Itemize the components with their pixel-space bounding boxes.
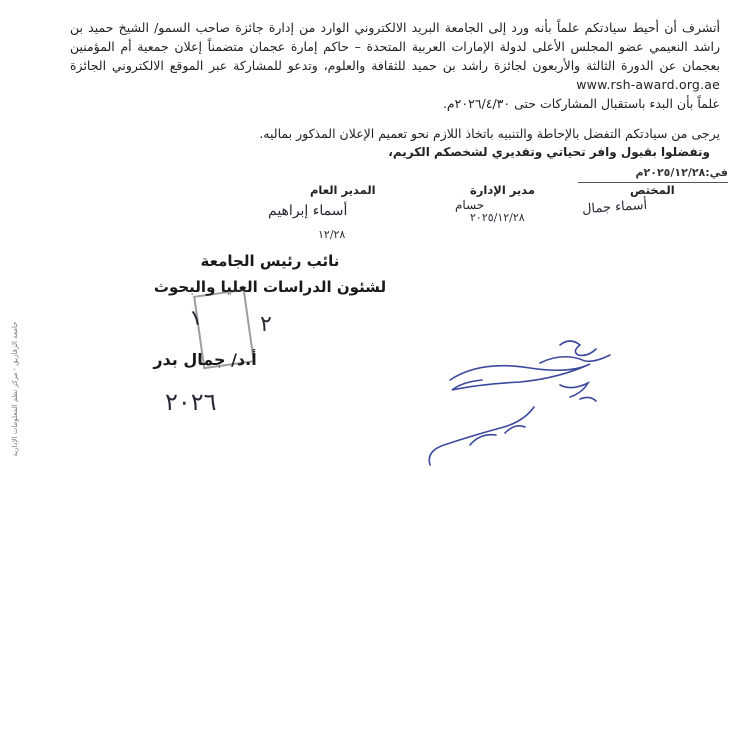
letter-paragraph-2: يرجى من سيادتكم التفضل بالإحاطة والتنبيه باتخاذ اللازم نحو تعميم الإعلان المذكور بماليه. [259,126,720,141]
vice-president-title-line1: نائب رئيس الجامعة [200,252,340,270]
award-website-url: www.rsh-award.org.ae [576,77,720,92]
reviewer-label: المختص [630,183,675,197]
vice-president-name: أ.د/ جمال بدر [153,350,257,369]
department-manager-date: ٢٠٢٥/١٢/٢٨ [470,211,525,224]
letter-date: في:٢٠٢٥/١٢/٢٨م [635,166,728,179]
vice-president-title-line2: لشئون الدراسات العليا والبحوث [153,278,387,296]
letter-closing: وتفضلوا بقبول وافر تحياتي وتقديري لشخصكم الكريم، [388,145,710,159]
handwritten-year: ٢٠٢٦ [165,388,217,416]
handwritten-mark-2: ٢ [260,312,272,337]
reviewer-signature: أسماء جمال [581,197,648,218]
department-manager-signature: حسام [455,198,485,212]
department-manager-label: مدير الإدارة [470,183,535,197]
handwritten-mark-1: ١ [187,305,204,332]
paragraph-1-text: أتشرف أن أحيط سيادتكم علماً بأنه ورد إلى الجامعة البريد الالكتروني الوارد من إدارة جائزة صاحب السمو/ الشيخ حميد بن راشد النعيمي عضو المجلس الأعلى لدولة الإمارات العربية المتحدة – حاكم إمارة عجمان متضمناً إعلان جمعية أم المؤمنين بعجمان عن الدورة الثالثة والأربعون لجائزة راشد بن حميد للثقافة والعلوم، وتدعو للمشاركة عبر الموقع الالكتروني الجائزة [70,20,720,73]
general-manager-date: ١٢/٢٨ [318,228,346,241]
vice-president-title [150,248,390,300]
blue-ink-signature-icon [410,325,630,475]
side-footer-note: جامعة الزقازيق - مركز نظم المعلومات الإدارية [11,321,19,457]
general-manager-signature: أسماء إبراهيم [268,203,348,219]
letter-paragraph-1 [70,18,720,113]
general-manager-label: المدير العام [310,183,376,197]
paragraph-1-end: علماً بأن البدء باستقبال المشاركات حتى ٢٠٢٦/٤/٣٠م. [442,96,720,111]
